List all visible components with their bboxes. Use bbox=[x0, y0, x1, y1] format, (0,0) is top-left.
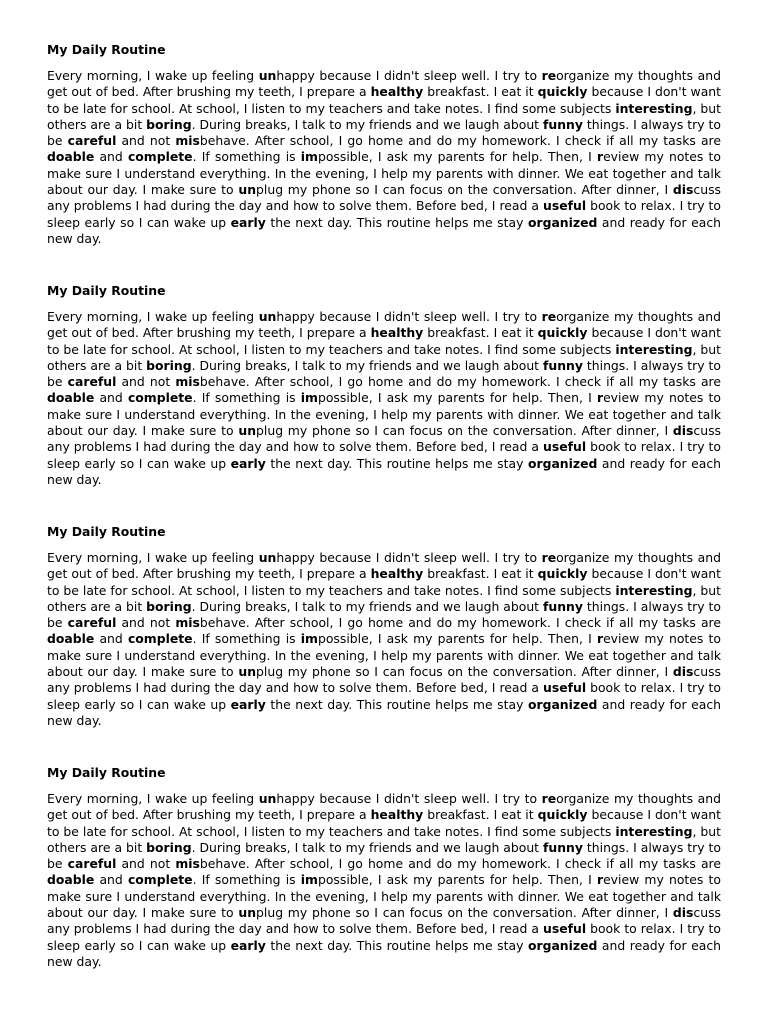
bold-word: quickly bbox=[537, 325, 588, 341]
text-run: organize my thoughts and get out of bed. After brushing my teeth, I prepare a bbox=[47, 550, 721, 582]
routine-section bbox=[47, 42, 721, 247]
text-run: happy because I didn't sleep well. I try to bbox=[276, 68, 542, 83]
text-run: behave. After school, I go home and do my homework. I check if all my tasks are bbox=[199, 856, 721, 872]
text-run: plug my phone so I can focus on the conversation. After dinner, I bbox=[256, 182, 673, 198]
text-run: the next day. This routine helps me stay bbox=[265, 937, 528, 953]
text-run: cuss any problems I had during the day and how to solve them. Before bed, I read a bbox=[47, 182, 721, 214]
text-run: because I don't want to be late for school. At school, I listen to my teachers and take notes. I find some subjects bbox=[47, 807, 721, 839]
text-run: , but others are a bit bbox=[47, 582, 721, 614]
text-run: . During breaks, I talk to my friends and we laugh about bbox=[191, 598, 543, 614]
bold-word: healthy bbox=[370, 807, 424, 823]
bold-word: r bbox=[596, 390, 604, 406]
text-run: and not bbox=[116, 133, 176, 149]
bold-word: re bbox=[541, 68, 557, 83]
bold-word: dis bbox=[672, 182, 694, 198]
text-run: eview my notes to make sure I understand everything. In the evening, I help my parents with dinner. We eat together and talk about our day. I make sure to bbox=[47, 631, 721, 680]
text-run: and bbox=[94, 872, 128, 888]
section-paragraph bbox=[47, 68, 721, 247]
bold-word: dis bbox=[672, 905, 694, 921]
bold-word: careful bbox=[67, 374, 117, 390]
routine-section bbox=[47, 765, 721, 970]
text-run: eview my notes to make sure I understand everything. In the evening, I help my parents with dinner. We eat together and talk about our day. I make sure to bbox=[47, 872, 721, 921]
bold-word: im bbox=[300, 872, 318, 888]
text-run: the next day. This routine helps me stay bbox=[265, 696, 528, 712]
text-run: cuss any problems I had during the day and how to solve them. Before bed, I read a bbox=[47, 423, 721, 455]
bold-word: quickly bbox=[537, 566, 588, 582]
text-run: and not bbox=[116, 615, 176, 631]
bold-word: re bbox=[541, 550, 557, 565]
text-run: because I don't want to be late for school. At school, I listen to my teachers and take notes. I find some subjects bbox=[47, 566, 721, 598]
bold-word: useful bbox=[543, 680, 587, 696]
bold-word: dis bbox=[672, 423, 694, 439]
bold-word: interesting bbox=[615, 341, 693, 357]
bold-word: careful bbox=[67, 615, 117, 631]
text-run: breakfast. I eat it bbox=[423, 566, 538, 582]
text-run: eview my notes to make sure I understand everything. In the evening, I help my parents with dinner. We eat together and talk about our day. I make sure to bbox=[47, 390, 721, 439]
text-run: behave. After school, I go home and do my homework. I check if all my tasks are bbox=[199, 374, 721, 390]
text-run: possible, I ask my parents for help. Then, I bbox=[317, 390, 597, 406]
bold-word: un bbox=[258, 550, 277, 565]
text-run: because I don't want to be late for school. At school, I listen to my teachers and take notes. I find some subjects bbox=[47, 325, 721, 357]
bold-word: funny bbox=[543, 598, 583, 614]
text-run: , but others are a bit bbox=[47, 100, 721, 132]
bold-word: complete bbox=[127, 390, 193, 406]
bold-word: useful bbox=[543, 921, 587, 937]
bold-word: early bbox=[230, 455, 266, 471]
section-paragraph bbox=[47, 309, 721, 488]
bold-word: un bbox=[258, 791, 277, 806]
text-run: things. I always try to be bbox=[47, 598, 721, 631]
text-run: . If something is bbox=[192, 149, 301, 165]
text-run: organize my thoughts and get out of bed. After brushing my teeth, I prepare a bbox=[47, 309, 721, 341]
bold-word: interesting bbox=[615, 582, 693, 598]
text-run: and ready for each new day. bbox=[47, 937, 721, 969]
text-run: the next day. This routine helps me stay bbox=[265, 455, 528, 471]
text-run: things. I always try to be bbox=[47, 116, 721, 149]
text-run: book to relax. I try to sleep early so I can wake up bbox=[47, 198, 721, 230]
text-run: and bbox=[94, 390, 128, 406]
text-run: and not bbox=[116, 856, 176, 872]
text-run: and ready for each new day. bbox=[47, 455, 721, 487]
bold-word: early bbox=[230, 937, 266, 953]
bold-word: mis bbox=[175, 615, 200, 631]
bold-word: organized bbox=[527, 455, 598, 471]
text-run: possible, I ask my parents for help. Then, I bbox=[317, 631, 597, 647]
bold-word: careful bbox=[67, 856, 117, 872]
bold-word: organized bbox=[527, 214, 598, 230]
text-run: behave. After school, I go home and do my homework. I check if all my tasks are bbox=[199, 615, 721, 631]
bold-word: funny bbox=[543, 357, 583, 373]
text-run: breakfast. I eat it bbox=[423, 84, 538, 100]
text-run: cuss any problems I had during the day and how to solve them. Before bed, I read a bbox=[47, 664, 721, 696]
text-run: Every morning, I wake up feeling bbox=[47, 791, 259, 806]
bold-word: boring bbox=[146, 839, 192, 855]
bold-word: organized bbox=[527, 696, 598, 712]
bold-word: doable bbox=[47, 872, 95, 888]
text-run: . If something is bbox=[192, 631, 301, 647]
text-run: possible, I ask my parents for help. Then, I bbox=[317, 149, 597, 165]
bold-word: mis bbox=[175, 374, 200, 390]
section-title: My Daily Routine bbox=[47, 42, 166, 57]
text-run: organize my thoughts and get out of bed. After brushing my teeth, I prepare a bbox=[47, 68, 721, 100]
bold-word: funny bbox=[543, 839, 583, 855]
text-run: . If something is bbox=[192, 390, 301, 406]
bold-word: un bbox=[238, 664, 257, 680]
text-run: Every morning, I wake up feeling bbox=[47, 550, 259, 565]
text-run: Every morning, I wake up feeling bbox=[47, 68, 259, 83]
text-run: and ready for each new day. bbox=[47, 696, 721, 728]
text-run: because I don't want to be late for school. At school, I listen to my teachers and take notes. I find some subjects bbox=[47, 84, 721, 116]
bold-word: r bbox=[596, 872, 604, 888]
bold-word: im bbox=[300, 631, 318, 647]
routine-section bbox=[47, 524, 721, 729]
text-run: . During breaks, I talk to my friends and we laugh about bbox=[191, 116, 543, 132]
bold-word: doable bbox=[47, 631, 95, 647]
text-run: the next day. This routine helps me stay bbox=[265, 214, 528, 230]
bold-word: doable bbox=[47, 149, 95, 165]
text-run: eview my notes to make sure I understand everything. In the evening, I help my parents with dinner. We eat together and talk about our day. I make sure to bbox=[47, 149, 721, 198]
text-run: breakfast. I eat it bbox=[423, 807, 538, 823]
bold-word: im bbox=[300, 390, 318, 406]
bold-word: r bbox=[596, 149, 604, 165]
text-run: things. I always try to be bbox=[47, 357, 721, 390]
text-run: book to relax. I try to sleep early so I can wake up bbox=[47, 439, 721, 471]
text-run: possible, I ask my parents for help. Then, I bbox=[317, 872, 597, 888]
bold-word: complete bbox=[127, 631, 193, 647]
bold-word: quickly bbox=[537, 807, 588, 823]
bold-word: un bbox=[258, 309, 277, 324]
text-run: plug my phone so I can focus on the conversation. After dinner, I bbox=[256, 905, 673, 921]
bold-word: re bbox=[541, 309, 557, 324]
text-run: . During breaks, I talk to my friends and we laugh about bbox=[191, 357, 543, 373]
text-run: book to relax. I try to sleep early so I can wake up bbox=[47, 921, 721, 953]
bold-word: quickly bbox=[537, 84, 588, 100]
bold-word: un bbox=[258, 68, 277, 83]
text-run: , but others are a bit bbox=[47, 823, 721, 855]
text-run: breakfast. I eat it bbox=[423, 325, 538, 341]
text-run: happy because I didn't sleep well. I try to bbox=[276, 791, 542, 806]
bold-word: early bbox=[230, 214, 266, 230]
text-run: plug my phone so I can focus on the conversation. After dinner, I bbox=[256, 664, 673, 680]
bold-word: healthy bbox=[370, 84, 424, 100]
bold-word: useful bbox=[543, 439, 587, 455]
bold-word: r bbox=[596, 631, 604, 647]
bold-word: healthy bbox=[370, 325, 424, 341]
text-run: happy because I didn't sleep well. I try to bbox=[276, 309, 542, 324]
bold-word: dis bbox=[672, 664, 694, 680]
bold-word: mis bbox=[175, 133, 200, 149]
bold-word: interesting bbox=[615, 100, 693, 116]
bold-word: organized bbox=[527, 937, 598, 953]
section-paragraph bbox=[47, 550, 721, 729]
text-run: plug my phone so I can focus on the conversation. After dinner, I bbox=[256, 423, 673, 439]
text-run: and bbox=[94, 631, 128, 647]
bold-word: un bbox=[238, 905, 257, 921]
text-run: and not bbox=[116, 374, 176, 390]
bold-word: useful bbox=[543, 198, 587, 214]
bold-word: un bbox=[238, 423, 257, 439]
text-run: and bbox=[94, 149, 128, 165]
bold-word: early bbox=[230, 696, 266, 712]
section-title: My Daily Routine bbox=[47, 524, 166, 539]
text-run: book to relax. I try to sleep early so I can wake up bbox=[47, 680, 721, 712]
bold-word: boring bbox=[146, 116, 192, 132]
text-run: , but others are a bit bbox=[47, 341, 721, 373]
bold-word: complete bbox=[127, 149, 193, 165]
text-run: happy because I didn't sleep well. I try to bbox=[276, 550, 542, 565]
bold-word: un bbox=[238, 182, 257, 198]
section-title: My Daily Routine bbox=[47, 765, 166, 780]
section-title: My Daily Routine bbox=[47, 283, 166, 298]
text-run: . During breaks, I talk to my friends and we laugh about bbox=[191, 839, 543, 855]
text-run: things. I always try to be bbox=[47, 839, 721, 872]
bold-word: interesting bbox=[615, 823, 693, 839]
bold-word: careful bbox=[67, 133, 117, 149]
text-run: cuss any problems I had during the day and how to solve them. Before bed, I read a bbox=[47, 905, 721, 937]
text-run: and ready for each new day. bbox=[47, 214, 721, 246]
text-run: Every morning, I wake up feeling bbox=[47, 309, 259, 324]
text-run: . If something is bbox=[192, 872, 301, 888]
routine-section bbox=[47, 283, 721, 488]
bold-word: funny bbox=[543, 116, 583, 132]
bold-word: re bbox=[541, 791, 557, 806]
text-run: organize my thoughts and get out of bed. After brushing my teeth, I prepare a bbox=[47, 791, 721, 823]
bold-word: doable bbox=[47, 390, 95, 406]
bold-word: im bbox=[300, 149, 318, 165]
bold-word: boring bbox=[146, 598, 192, 614]
text-run: behave. After school, I go home and do my homework. I check if all my tasks are bbox=[199, 133, 721, 149]
bold-word: boring bbox=[146, 357, 192, 373]
section-paragraph bbox=[47, 791, 721, 970]
bold-word: complete bbox=[127, 872, 193, 888]
bold-word: mis bbox=[175, 856, 200, 872]
bold-word: healthy bbox=[370, 566, 424, 582]
